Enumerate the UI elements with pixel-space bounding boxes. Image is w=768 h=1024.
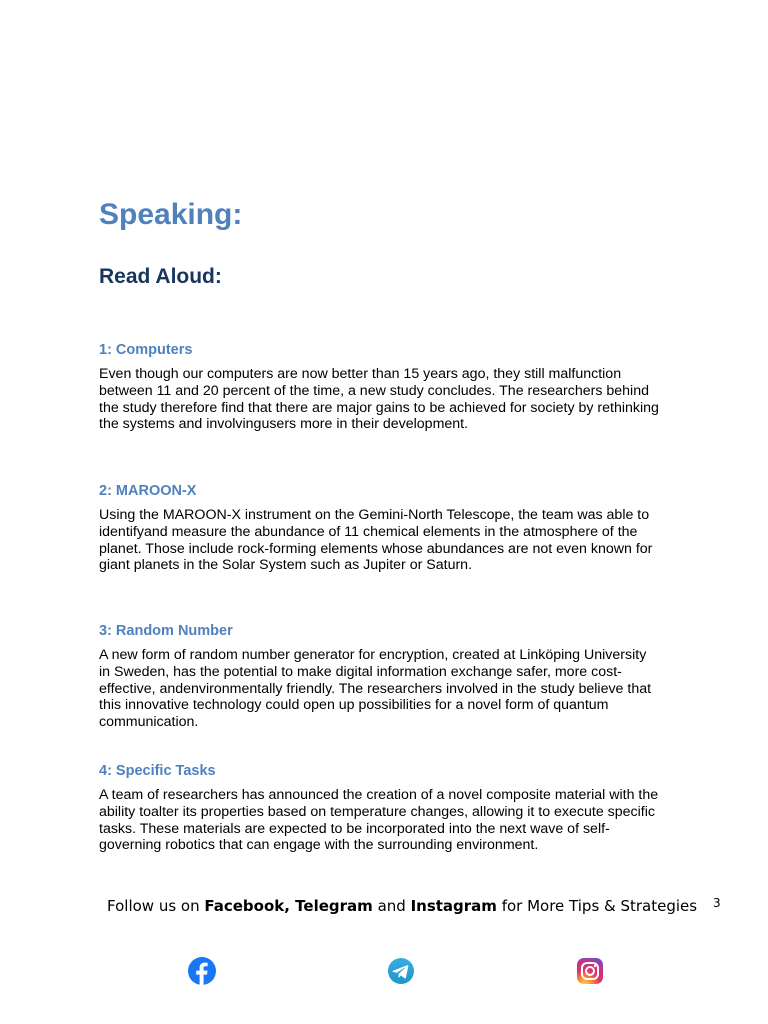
- instagram-icon[interactable]: [576, 957, 604, 985]
- footer-follow-text: [107, 896, 707, 916]
- section-text: Using the MAROON-X instrument on the Gemini-North Telescope, the team was able to identifyand measure the abundance of 11 chemical elements in the atmosphere of the planet. Those include rock-forming elements whose abundances are not even known for giant planets in the Solar System such as Jupiter or Saturn.: [99, 507, 653, 574]
- section-title: 2: MAROON-X: [99, 483, 197, 499]
- footer-platforms-a: Facebook, Telegram: [204, 897, 373, 915]
- section-maroon-x: [99, 482, 659, 574]
- section-computers: [99, 341, 659, 433]
- section-title: 1: Computers: [99, 342, 193, 358]
- footer-platforms-b: Instagram: [410, 897, 497, 915]
- section-text: A new form of random number generator for encryption, created at Linköping University in Sweden, has the potential to make digital information exchange safer, more cost-effective, andenvironmentally friendly. The researchers involved in the study believe that this innovative technology could open up possibilities for a novel form of quantum communication.: [99, 647, 652, 731]
- page-number: 3: [713, 896, 721, 910]
- section-text: Even though our computers are now better than 15 years ago, they still malfunction between 11 and 20 percent of the time, a new study concludes. The researchers behind the study therefore find that there are major gains to be achieved for society by rethinking the systems and involvingusers more in their development.: [99, 366, 659, 433]
- section-specific-tasks: [99, 762, 659, 854]
- section-random-number: [99, 622, 659, 731]
- section-text: A team of researchers has announced the creation of a novel composite material with the ability toalter its properties based on temperature changes, allowing it to execute specific tasks. These materials are expected to be incorporated into the next wave of self-governing robotics that can engage with the surrounding environment.: [99, 787, 659, 854]
- footer-suffix: for More Tips & Strategies: [496, 897, 698, 915]
- footer-and: and: [372, 897, 411, 915]
- section-title: 3: Random Number: [99, 623, 233, 639]
- facebook-icon[interactable]: [188, 957, 216, 985]
- footer-prefix: Follow us on: [107, 897, 205, 915]
- page-subheading: Read Aloud:: [99, 265, 222, 288]
- page-heading: Speaking:: [99, 198, 243, 231]
- telegram-icon[interactable]: [387, 957, 415, 985]
- section-title: 4: Specific Tasks: [99, 763, 216, 779]
